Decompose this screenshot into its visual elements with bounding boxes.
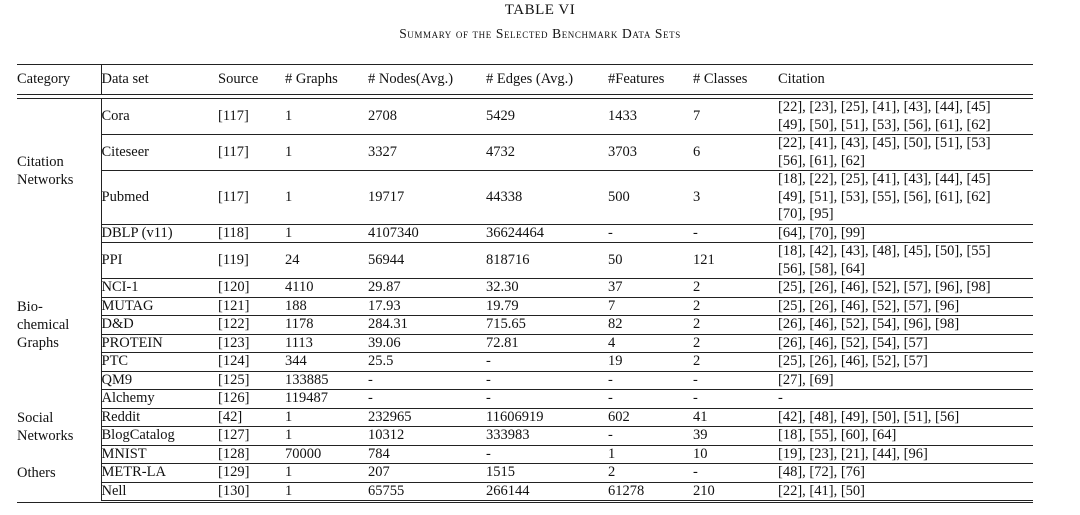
citation-cell [778,171,1033,225]
dataset-cell: QM9 [101,371,218,390]
graphs-cell: 70000 [285,445,368,464]
table-row [17,427,1033,446]
dataset-cell: PPI [101,243,218,279]
citation-cell [778,297,1033,316]
category-line: Bio- [17,299,43,316]
dataset-cell: METR-LA [101,464,218,483]
source-cell: [128] [218,445,285,464]
citation-line: [49], [50], [51], [53], [56], [61], [62] [778,116,991,133]
category-line: chemical [17,317,70,334]
dataset-cell: Nell [101,482,218,501]
edges-cell: 1515 [486,464,608,483]
citation-cell [778,371,1033,390]
citation-line: [25], [26], [46], [52], [57] [778,353,928,369]
nodes-cell: 56944 [368,243,486,279]
edges-cell: - [486,390,608,409]
dataset-cell: DBLP (v11) [101,224,218,243]
classes-cell: 2 [693,279,778,298]
features-cell: 500 [608,171,693,225]
classes-cell: - [693,390,778,409]
nodes-cell: 3327 [368,135,486,171]
citation-line: [18], [55], [60], [64] [778,427,897,443]
classes-cell: 6 [693,135,778,171]
table-row [17,371,1033,390]
features-cell: 2 [608,464,693,483]
dataset-cell: MUTAG [101,297,218,316]
classes-cell: 2 [693,334,778,353]
nodes-cell: 784 [368,445,486,464]
dataset-cell: PROTEIN [101,334,218,353]
source-cell: [120] [218,279,285,298]
citation-cell [778,445,1033,464]
source-cell: [117] [218,135,285,171]
table-row [17,99,1033,135]
edges-cell: 4732 [486,135,608,171]
citation-line: [42], [48], [49], [50], [51], [56] [778,408,960,425]
citation-line: [27], [69] [778,371,834,388]
features-cell: 7 [608,297,693,316]
classes-cell: 39 [693,427,778,446]
table-row [17,464,1033,483]
header-dataset: Data set [101,65,218,95]
nodes-cell: 10312 [368,427,486,446]
dataset-cell: Pubmed [101,171,218,225]
nodes-cell: 284.31 [368,316,486,335]
category-line: Networks [17,427,74,444]
graphs-cell: 1 [285,224,368,243]
edges-cell: - [486,371,608,390]
graphs-cell: 344 [285,353,368,372]
header-edges: # Edges (Avg.) [486,65,608,95]
citation-line: - [778,390,783,406]
graphs-cell: 133885 [285,371,368,390]
source-cell: [126] [218,390,285,409]
features-cell: 50 [608,243,693,279]
citation-line: [18], [42], [43], [48], [45], [50], [55] [778,243,991,259]
citation-cell [778,99,1033,135]
classes-cell: 121 [693,243,778,279]
citation-cell [778,390,1033,409]
source-cell: [129] [218,464,285,483]
table-row [17,408,1033,427]
citation-line: [56], [61], [62] [778,152,865,169]
header-features: #Features [608,65,693,95]
citation-cell [778,334,1033,353]
table-row [17,334,1033,353]
edges-cell: 5429 [486,99,608,135]
nodes-cell: 25.5 [368,353,486,372]
header-row [17,65,1033,95]
nodes-cell: 17.93 [368,297,486,316]
nodes-cell: 19717 [368,171,486,225]
source-cell: [42] [218,408,285,427]
graphs-cell: 1 [285,482,368,501]
header-graphs: # Graphs [285,65,368,95]
graphs-cell: 24 [285,243,368,279]
features-cell: 19 [608,353,693,372]
benchmark-table [17,64,1033,501]
graphs-cell: 1 [285,99,368,135]
graphs-cell: 1 [285,408,368,427]
citation-cell [778,316,1033,335]
citation-cell [778,464,1033,483]
edges-cell: - [486,353,608,372]
citation-cell [778,135,1033,171]
citation-line: [22], [41], [43], [45], [50], [51], [53] [778,135,991,151]
classes-cell: 7 [693,99,778,135]
nodes-cell: 65755 [368,482,486,501]
features-cell: - [608,390,693,409]
table-row [17,171,1033,225]
graphs-cell: 1 [285,427,368,446]
source-cell: [117] [218,99,285,135]
citation-line: [18], [22], [25], [41], [43], [44], [45] [778,171,991,187]
citation-cell [778,224,1033,243]
graphs-cell: 119487 [285,390,368,409]
features-cell: 82 [608,316,693,335]
citation-cell [778,353,1033,372]
edges-cell: 818716 [486,243,608,279]
table-row [17,243,1033,279]
dataset-cell: D&D [101,316,218,335]
edges-cell: 266144 [486,482,608,501]
table-row [17,279,1033,298]
source-cell: [117] [218,171,285,225]
citation-line: [19], [23], [21], [44], [96] [778,445,928,462]
table-row [17,316,1033,335]
category-line: Graphs [17,335,59,352]
table-title: TABLE VI [504,2,576,18]
citation-line: [56], [58], [64] [778,260,865,277]
features-cell: 1433 [608,99,693,135]
dataset-cell: PTC [101,353,218,372]
edges-cell: 11606919 [486,408,608,427]
graphs-cell: 1 [285,464,368,483]
dataset-cell: Reddit [101,408,218,427]
source-cell: [118] [218,224,285,243]
nodes-cell: - [368,371,486,390]
table-row [17,297,1033,316]
citation-cell [778,482,1033,501]
source-cell: [123] [218,334,285,353]
nodes-cell: 232965 [368,408,486,427]
features-cell: - [608,427,693,446]
table-subtitle: Summary of the Selected Benchmark Data Sets [399,26,681,41]
graphs-cell: 1 [285,135,368,171]
citation-line: [26], [46], [52], [54], [96], [98] [778,316,960,332]
graphs-cell: 1 [285,171,368,225]
header-source: Source [218,65,285,95]
citation-line: [25], [26], [46], [52], [57], [96], [98] [778,279,991,295]
features-cell: 37 [608,279,693,298]
citation-cell [778,243,1033,279]
source-cell: [125] [218,371,285,390]
category-line: Citation [17,153,64,170]
bottom-rule [17,502,1033,503]
table-body [17,99,1033,501]
classes-cell: - [693,224,778,243]
nodes-cell: 207 [368,464,486,483]
graphs-cell: 4110 [285,279,368,298]
dataset-cell: Citeseer [101,135,218,171]
classes-cell: 2 [693,316,778,335]
classes-cell: - [693,371,778,390]
classes-cell: 210 [693,482,778,501]
classes-cell: 2 [693,297,778,316]
edges-cell: 715.65 [486,316,608,335]
source-cell: [119] [218,243,285,279]
graphs-cell: 1113 [285,334,368,353]
classes-cell: 2 [693,353,778,372]
dataset-cell: Cora [101,99,218,135]
table-row [17,445,1033,464]
edges-cell: 72.81 [486,334,608,353]
citation-line: [64], [70], [99] [778,224,865,241]
dataset-cell: NCI-1 [101,279,218,298]
nodes-cell: 2708 [368,99,486,135]
features-cell: 61278 [608,482,693,501]
header-citation: Citation [778,65,1033,95]
category-cell [17,99,101,243]
header-category: Category [17,65,101,95]
features-cell: - [608,224,693,243]
classes-cell: 10 [693,445,778,464]
dataset-cell: Alchemy [101,390,218,409]
features-cell: 3703 [608,135,693,171]
table-row [17,353,1033,372]
category-cell [17,445,101,501]
source-cell: [122] [218,316,285,335]
source-cell: [124] [218,353,285,372]
edges-cell: 19.79 [486,297,608,316]
nodes-cell: 29.87 [368,279,486,298]
features-cell: 602 [608,408,693,427]
features-cell: 4 [608,334,693,353]
table-row [17,390,1033,409]
citation-line: [49], [51], [53], [55], [56], [61], [62] [778,188,991,205]
citation-cell [778,427,1033,446]
category-line: Networks [17,171,74,188]
nodes-cell: 4107340 [368,224,486,243]
edges-cell: 333983 [486,427,608,446]
table-row [17,135,1033,171]
citation-line: [48], [72], [76] [778,464,865,480]
edges-cell: 32.30 [486,279,608,298]
category-cell [17,243,101,409]
header-classes: # Classes [693,65,778,95]
classes-cell: - [693,464,778,483]
citation-cell [778,408,1033,427]
features-cell: - [608,371,693,390]
edges-cell: 36624464 [486,224,608,243]
citation-line: [25], [26], [46], [52], [57], [96] [778,297,960,314]
table-row [17,224,1033,243]
category-line: Others [17,464,56,481]
features-cell: 1 [608,445,693,464]
category-line: Social [17,409,54,426]
edges-cell: - [486,445,608,464]
citation-line: [70], [95] [778,206,834,222]
nodes-cell: 39.06 [368,334,486,353]
graphs-cell: 1178 [285,316,368,335]
classes-cell: 41 [693,408,778,427]
dataset-cell: BlogCatalog [101,427,218,446]
citation-line: [22], [41], [50] [778,482,865,499]
citation-cell [778,279,1033,298]
source-cell: [127] [218,427,285,446]
graphs-cell: 188 [285,297,368,316]
citation-line: [22], [23], [25], [41], [43], [44], [45] [778,99,991,115]
citation-line: [26], [46], [52], [54], [57] [778,334,928,351]
header-nodes: # Nodes(Avg.) [368,65,486,95]
source-cell: [130] [218,482,285,501]
source-cell: [121] [218,297,285,316]
dataset-cell: MNIST [101,445,218,464]
table-row [17,482,1033,501]
classes-cell: 3 [693,171,778,225]
nodes-cell: - [368,390,486,409]
category-cell [17,408,101,445]
edges-cell: 44338 [486,171,608,225]
